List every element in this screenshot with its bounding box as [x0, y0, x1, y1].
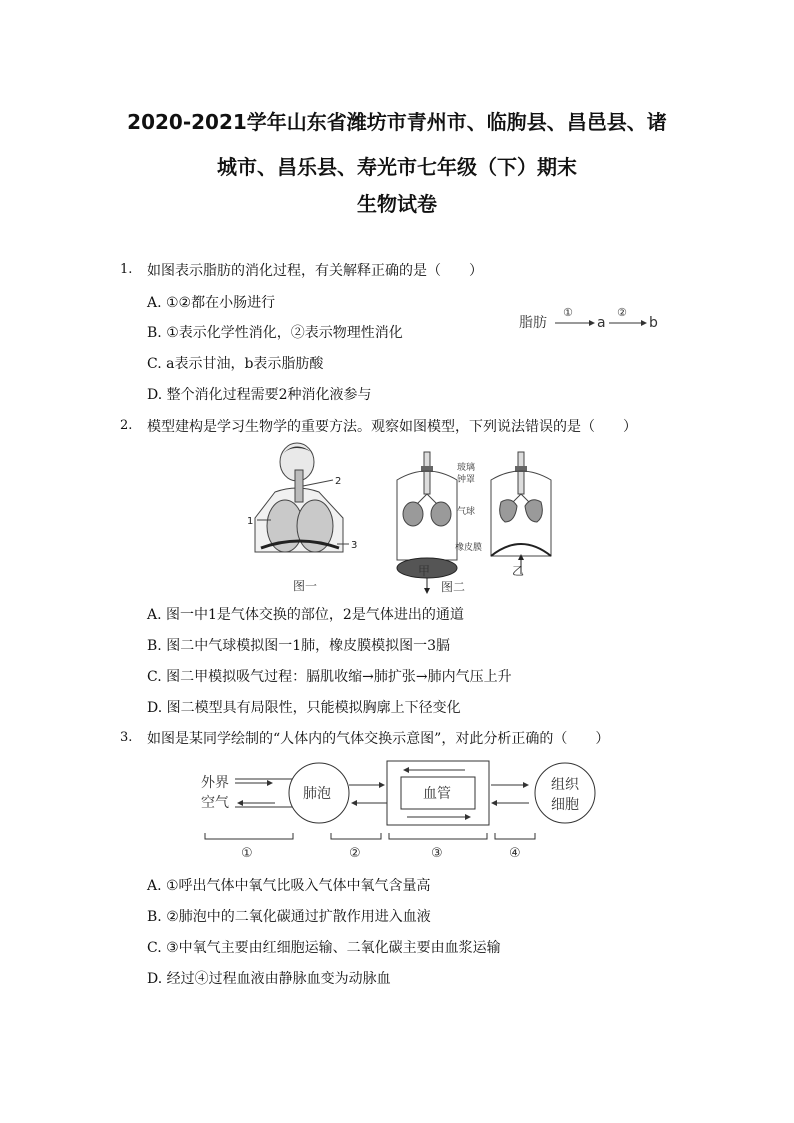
- exhale-arrow-head: [237, 800, 243, 806]
- inhale-arrow-head: [267, 780, 273, 786]
- question-1-option-c: C. a表示甘油，b表示脂肪酸: [147, 356, 324, 372]
- alveolus-label: 肺泡: [303, 786, 331, 802]
- vessel-label: 血管: [423, 786, 451, 802]
- yi-push-arrow-head: [518, 554, 524, 560]
- question-1-option-a: A. ①②都在小肠进行: [147, 295, 276, 311]
- label-1: 1: [247, 516, 254, 527]
- rubber-membrane-label: 橡皮膜: [455, 543, 483, 553]
- tissue-cell-label-2: 细胞: [551, 797, 579, 813]
- bracket-4: [495, 833, 535, 839]
- question-2-number: 2.: [120, 418, 133, 433]
- yi-tube: [518, 452, 524, 494]
- product-a-label: a: [597, 315, 606, 331]
- outside-air-label-2: 空气: [201, 795, 229, 811]
- arrow-2-head: [641, 320, 647, 326]
- respiratory-model-figure: [245, 440, 575, 595]
- fat-digestion-diagram: [515, 303, 665, 337]
- label-3: 3: [351, 540, 358, 551]
- o2-to-blood-arrow-head: [379, 782, 385, 788]
- question-3-option-c: C. ③中氧气主要由红细胞运输、二氧化碳主要由血浆运输: [147, 940, 501, 956]
- bracket-3: [389, 833, 487, 839]
- process-2-label: ②: [349, 846, 361, 861]
- jia-tube: [424, 452, 430, 494]
- exam-title-line3: 生物试卷: [357, 192, 437, 216]
- bell-jar-model-yi: [491, 452, 551, 574]
- human-torso-figure: [247, 443, 357, 593]
- gas-exchange-diagram: [195, 755, 605, 865]
- question-2-option-c: C. 图二甲模拟吸气过程：膈肌收缩→肺扩张→肺内气压上升: [147, 669, 512, 685]
- question-2-option-a: A. 图一中1是气体交换的部位，2是气体进出的通道: [147, 607, 464, 623]
- outside-air-label-1: 外界: [201, 775, 229, 791]
- question-2-option-b: B. 图二中气球模拟图一1肺，橡皮膜模拟图一3膈: [147, 638, 451, 654]
- label-2: 2: [335, 476, 342, 487]
- process-3-label: ③: [431, 846, 443, 861]
- jia-balloon-right: [431, 502, 451, 526]
- co2-to-blood-arrow-head: [491, 800, 497, 806]
- question-2-stem: 模型建构是学习生物学的重要方法。观察如图模型，下列说法错误的是（ ）: [147, 419, 637, 435]
- o2-to-tissue-arrow-head: [523, 782, 529, 788]
- arrow-1-head: [589, 320, 595, 326]
- tissue-cell-circle: [535, 763, 595, 823]
- figure-1-caption: 图一: [293, 579, 318, 593]
- jia-caption-text: 甲: [418, 564, 431, 578]
- question-1-option-b: B. ①表示化学性消化，②表示物理性消化: [147, 325, 403, 341]
- question-1-number: 1.: [120, 262, 133, 277]
- bell-jar-label: 钟罩: [457, 475, 476, 485]
- question-1-option-d: D. 整个消化过程需要2种消化液参与: [147, 387, 372, 403]
- co2-to-alveolus-arrow-head: [351, 800, 357, 806]
- balloon-label: 气球: [457, 507, 476, 517]
- question-3-stem: 如图是某同学绘制的“人体内的气体交换示意图”，对此分析正确的（ ）: [147, 731, 610, 747]
- trachea-shape: [295, 470, 303, 502]
- bracket-2: [331, 833, 381, 839]
- exam-title-line1: 2020-2021学年山东省潍坊市青州市、临朐县、昌邑县、诸: [127, 110, 667, 134]
- tissue-cell-label-1: 组织: [551, 777, 579, 793]
- exam-title-line2: 城市、昌乐县、寿光市七年级（下）期末: [217, 155, 577, 179]
- process-4-label: ④: [509, 846, 521, 861]
- yi-balloon-left: [500, 500, 517, 522]
- fat-label: 脂肪: [519, 315, 547, 331]
- question-3-option-b: B. ②肺泡中的二氧化碳通过扩散作用进入血液: [147, 909, 431, 925]
- question-3-option-d: D. 经过④过程血液由静脉血变为动脉血: [147, 971, 391, 987]
- jia-balloon-left: [403, 502, 423, 526]
- step-1-label: ①: [563, 306, 573, 319]
- yi-balloon-right: [525, 500, 542, 522]
- process-1-label: ①: [241, 846, 253, 861]
- question-3-option-a: A. ①呼出气体中氧气比吸入气体中氧气含量高: [147, 878, 431, 894]
- question-3-number: 3.: [120, 730, 133, 745]
- step-2-label: ②: [617, 306, 627, 319]
- glass-tube-label: 玻璃: [457, 463, 476, 473]
- bracket-1: [205, 833, 293, 839]
- product-b-label: b: [649, 315, 658, 331]
- figure-2-caption: 图二: [441, 580, 466, 594]
- question-1-stem: 如图表示脂肪的消化过程，有关解释正确的是（ ）: [147, 263, 483, 279]
- question-2-option-d: D. 图二模型具有局限性，只能模拟胸廓上下径变化: [147, 700, 461, 716]
- pointer-2: [303, 480, 333, 486]
- model-labels: [455, 461, 482, 553]
- jia-pull-arrow-head: [424, 588, 430, 594]
- yi-caption-text: 乙: [512, 564, 525, 578]
